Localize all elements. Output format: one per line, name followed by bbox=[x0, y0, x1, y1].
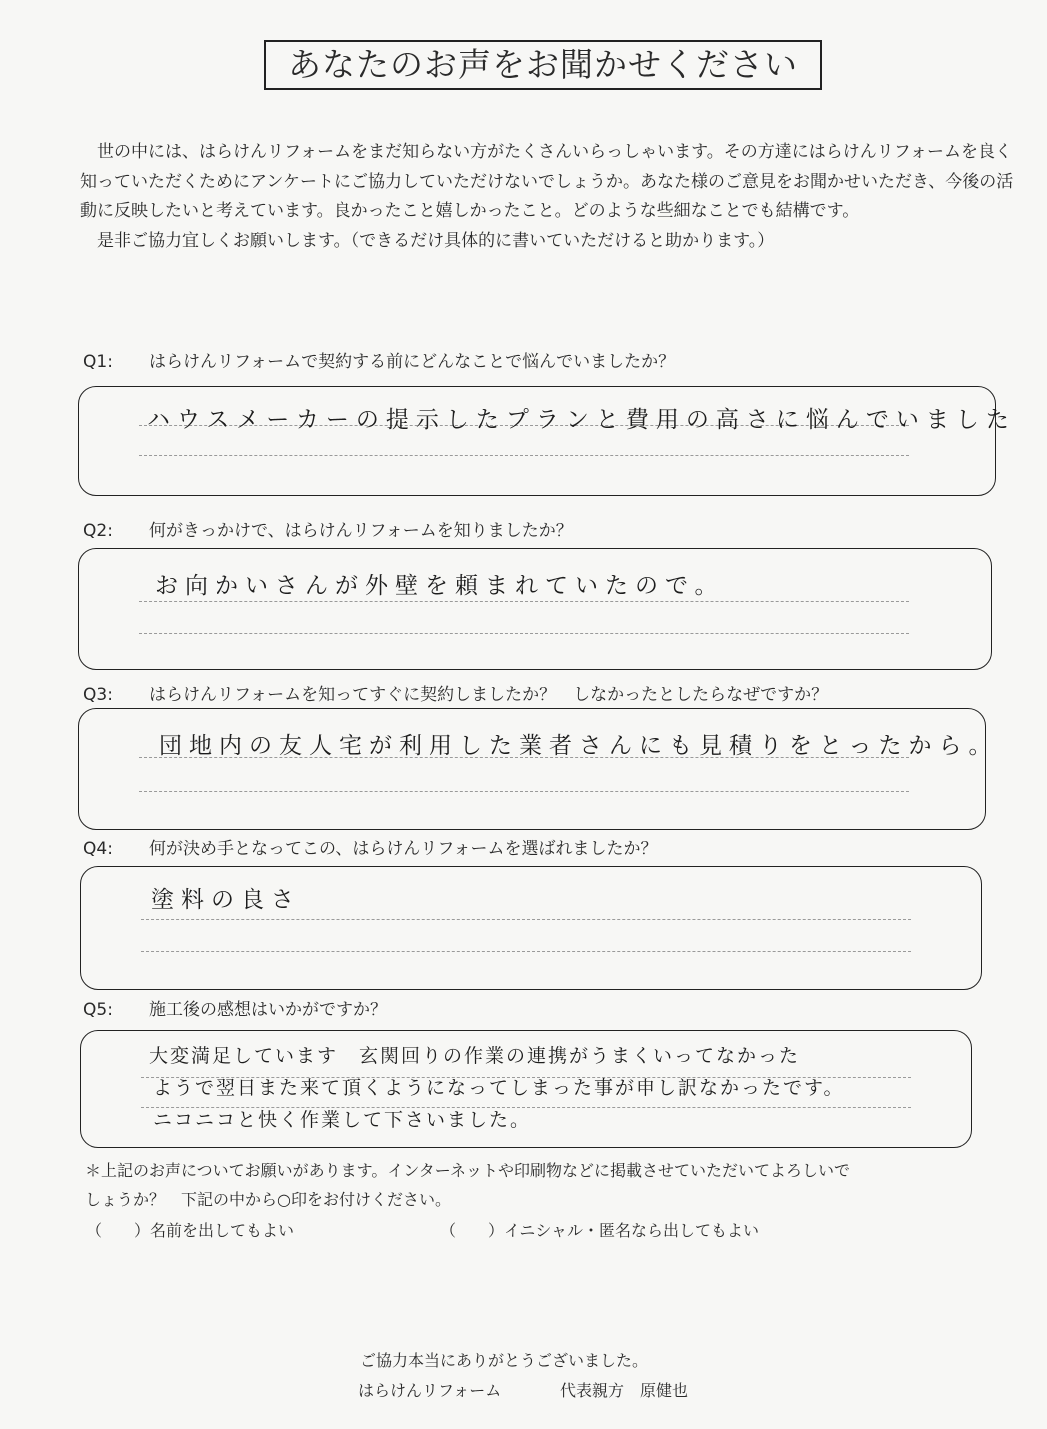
answer-4-line-1: 塗料の良さ bbox=[151, 887, 301, 913]
answer-line bbox=[139, 455, 909, 456]
question-text: はらけんリフォームで契約する前にどんなことで悩んでいましたか？ bbox=[149, 352, 676, 372]
question-number: Q4: bbox=[83, 839, 113, 859]
answer-line bbox=[139, 601, 909, 602]
question-number: Q2: bbox=[83, 521, 113, 541]
question-text: 何が決め手となってこの、はらけんリフォームを選ばれましたか？ bbox=[149, 839, 658, 859]
question-text: 施工後の感想はいかがですか？ bbox=[149, 1000, 387, 1020]
intro-paragraph-1: 世の中には、はらけんリフォームをまだ知らない方がたくさんいらっしゃいます。その方達にはらけんリフォームを良く知っていただくためにアンケートにご協力していただけないでしょうか。あなた様のご意見をお聞かせいただき、今後の活動に反映したいと考えています。良かったこと嬉しかったこと。どのような些細なことでも結構です。 bbox=[80, 142, 1014, 221]
answer-box-1[interactable] bbox=[78, 386, 1016, 496]
consent-note-line-1: ＊上記のお声についてお願いがあります。インターネットや印刷物などに掲載させていただいてよろしいで bbox=[85, 1161, 850, 1180]
answer-line bbox=[139, 633, 909, 634]
question-number: Q5: bbox=[83, 1000, 113, 1020]
intro-paragraph-2: 是非ご協力宜しくお願いします。（できるだけ具体的に書いていただけると助かります。） bbox=[97, 230, 775, 251]
answer-box-3[interactable] bbox=[78, 708, 999, 830]
question-3 bbox=[83, 680, 828, 705]
consent-note bbox=[85, 1156, 985, 1214]
question-text: はらけんリフォームを知ってすぐに契約しましたか？ しなかったとしたらなぜですか？ bbox=[149, 685, 829, 705]
answer-box-2[interactable] bbox=[78, 548, 992, 670]
answer-box-4[interactable] bbox=[80, 866, 982, 990]
question-number: Q3: bbox=[83, 685, 113, 705]
page-title: あなたのお声をお聞かせください bbox=[264, 40, 822, 90]
intro-text bbox=[80, 138, 1020, 256]
question-2 bbox=[83, 516, 573, 541]
answer-line bbox=[139, 791, 909, 792]
answer-5-line-2: ようで翌日また来て頂くようになってしまった事が申し訳なかったです。 bbox=[153, 1077, 845, 1099]
option-name-ok[interactable]: （ ）名前を出してもよい bbox=[86, 1221, 295, 1240]
footer-company: はらけんリフォーム bbox=[358, 1381, 502, 1400]
answer-line bbox=[141, 951, 911, 952]
question-1 bbox=[83, 347, 675, 372]
consent-note-line-2: しょうか？ 下記の中から○印をお付けください。 bbox=[85, 1190, 451, 1209]
option-initial-ok[interactable]: （ ）イニシャル・匿名なら出してもよい bbox=[440, 1221, 760, 1240]
answer-1-line-1: ハウスメーカーの提示したプランと費用の高さに悩んでいました bbox=[147, 407, 1016, 433]
footer-thanks: ご協力本当にありがとうございました。 bbox=[360, 1351, 649, 1370]
answer-3-line-1: 団地内の友人宅が利用した業者さんにも見積りをとったから。 bbox=[159, 733, 999, 759]
question-5 bbox=[83, 995, 387, 1020]
answer-2-line-1: お向かいさんが外壁を頼まれていたので。 bbox=[155, 573, 725, 599]
question-number: Q1: bbox=[83, 352, 113, 372]
answer-5-line-3: ニコニコと快く作業して下さいました。 bbox=[153, 1109, 532, 1131]
answer-5-line-1: 大変満足しています 玄関回りの作業の連携がうまくいってなかった bbox=[149, 1045, 801, 1067]
question-text: 何がきっかけで、はらけんリフォームを知りましたか？ bbox=[149, 521, 573, 541]
footer-representative: 代表親方 原健也 bbox=[560, 1381, 689, 1400]
question-4 bbox=[83, 834, 657, 859]
answer-line bbox=[141, 919, 911, 920]
answer-box-5[interactable] bbox=[80, 1030, 972, 1148]
